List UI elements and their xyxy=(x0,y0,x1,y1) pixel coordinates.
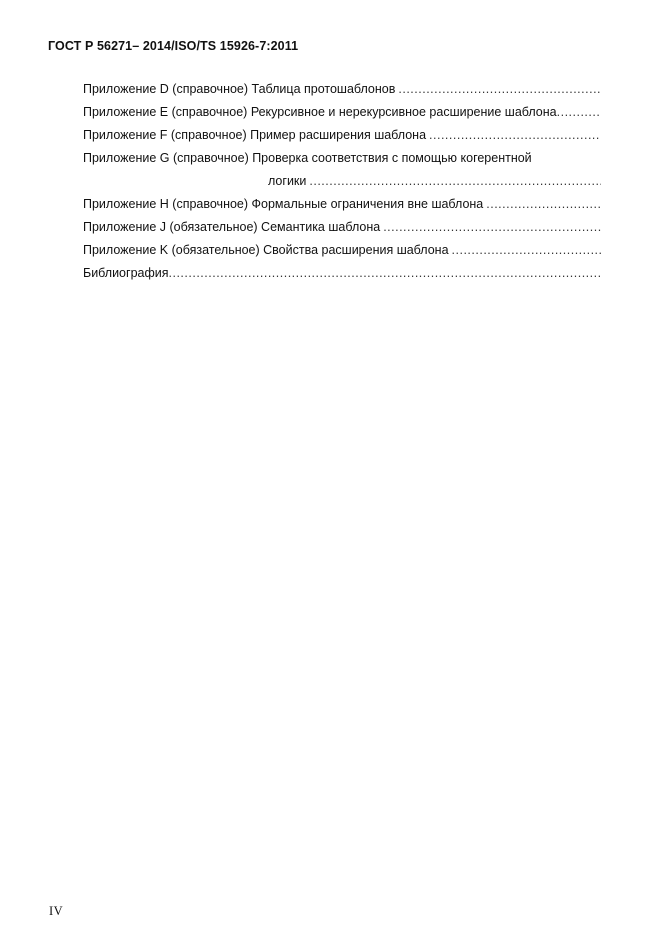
toc-entry-label: Приложение G (справочное) Проверка соответствия с помощью когерентной xyxy=(83,151,532,165)
toc-entry-label: Приложение H (справочное) Формальные ограничения вне шаблона xyxy=(83,197,484,211)
toc-entry-appendix-j[interactable] xyxy=(83,216,601,239)
toc-dot-leader xyxy=(557,101,601,124)
toc-dot-leader xyxy=(429,124,601,147)
toc-entry-label: Библиография xyxy=(83,266,169,280)
toc-entry-label: Приложение K (обязательное) Свойства расширения шаблона xyxy=(83,243,449,257)
toc-dot-leader xyxy=(169,262,601,285)
page-number: IV xyxy=(49,904,64,918)
toc-entry-label: Приложение F (справочное) Пример расширения шаблона xyxy=(83,128,427,142)
toc-entry-appendix-k[interactable] xyxy=(83,239,601,262)
toc-entry-appendix-d[interactable] xyxy=(83,78,601,101)
toc-entry-continuation-line xyxy=(83,170,601,193)
toc-entry-continuation: логики xyxy=(268,174,307,188)
toc-entry-label: Приложение J (обязательное) Семантика шаблона xyxy=(83,220,381,234)
table-of-contents xyxy=(83,78,601,285)
toc-entry-appendix-g[interactable] xyxy=(83,147,601,193)
document-header: ГОСТ Р 56271– 2014/ISO/TS 15926-7:2011 xyxy=(48,39,299,53)
toc-dot-leader xyxy=(452,239,601,262)
toc-dot-leader xyxy=(398,78,601,101)
toc-entry-label: Приложение D (справочное) Таблица протошаблонов xyxy=(83,82,396,96)
toc-entry-appendix-f[interactable] xyxy=(83,124,601,147)
toc-dot-leader xyxy=(486,193,601,216)
toc-dot-leader xyxy=(309,170,601,193)
toc-dot-leader xyxy=(383,216,601,239)
toc-entry-label: Приложение E (справочное) Рекурсивное и нерекурсивное расширение шаблона xyxy=(83,105,557,119)
toc-entry-appendix-h[interactable] xyxy=(83,193,601,216)
toc-entry-bibliography[interactable] xyxy=(83,262,601,285)
toc-entry-appendix-e[interactable] xyxy=(83,101,601,124)
